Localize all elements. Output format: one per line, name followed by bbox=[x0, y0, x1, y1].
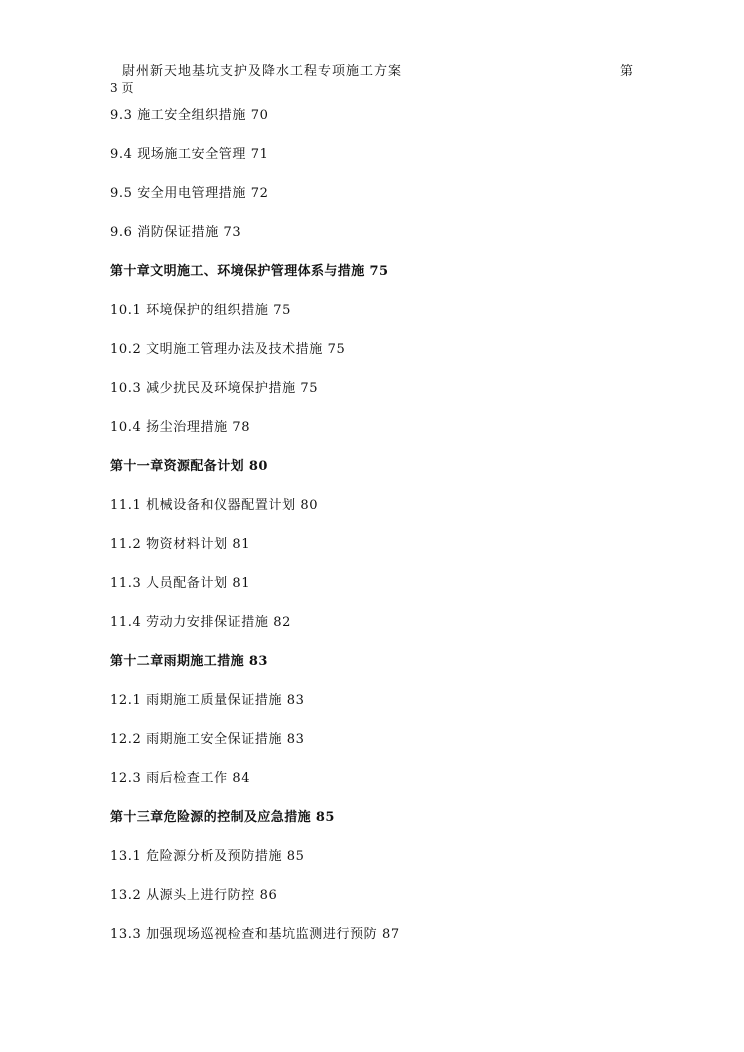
toc-chapter-12: 第十二章雨期施工措施 83 bbox=[110, 654, 268, 669]
toc-chapter-13: 第十三章危险源的控制及应急措施 85 bbox=[110, 810, 335, 825]
toc-entry-9-5: 9.5 安全用电管理措施 72 bbox=[110, 186, 269, 201]
toc-entry-13-3: 13.3 加强现场巡视检查和基坑监测进行预防 87 bbox=[110, 927, 400, 942]
toc-entry-11-2: 11.2 物资材料计划 81 bbox=[110, 537, 251, 552]
toc-entry-13-2: 13.2 从源头上进行防控 86 bbox=[110, 888, 278, 903]
toc-entry-13-1: 13.1 危险源分析及预防措施 85 bbox=[110, 849, 305, 864]
toc-entry-12-3: 12.3 雨后检查工作 84 bbox=[110, 771, 251, 786]
toc-entry-12-1: 12.1 雨期施工质量保证措施 83 bbox=[110, 693, 305, 708]
table-of-contents bbox=[110, 106, 690, 964]
toc-entry-11-1: 11.1 机械设备和仪器配置计划 80 bbox=[110, 498, 319, 513]
toc-chapter-10: 第十章文明施工、环境保护管理体系与措施 75 bbox=[110, 264, 389, 279]
toc-entry-12-2: 12.2 雨期施工安全保证措施 83 bbox=[110, 732, 305, 747]
toc-chapter-11: 第十一章资源配备计划 80 bbox=[110, 459, 268, 474]
header-page-label: 第 bbox=[620, 64, 634, 79]
toc-entry-10-3: 10.3 减少扰民及环境保护措施 75 bbox=[110, 381, 319, 396]
toc-entry-10-4: 10.4 扬尘治理措施 78 bbox=[110, 420, 251, 435]
toc-entry-9-4: 9.4 现场施工安全管理 71 bbox=[110, 147, 269, 162]
toc-entry-9-6: 9.6 消防保证措施 73 bbox=[110, 225, 242, 240]
toc-entry-11-4: 11.4 劳动力安排保证措施 82 bbox=[110, 615, 291, 630]
toc-entry-10-2: 10.2 文明施工管理办法及技术措施 75 bbox=[110, 342, 346, 357]
document-header-title: 尉州新天地基坑支护及降水工程专项施工方案 bbox=[122, 64, 403, 79]
header-page-number: 3 页 bbox=[110, 81, 134, 95]
toc-entry-11-3: 11.3 人员配备计划 81 bbox=[110, 576, 251, 591]
toc-entry-10-1: 10.1 环境保护的组织措施 75 bbox=[110, 303, 291, 318]
toc-entry-9-3: 9.3 施工安全组织措施 70 bbox=[110, 108, 269, 123]
